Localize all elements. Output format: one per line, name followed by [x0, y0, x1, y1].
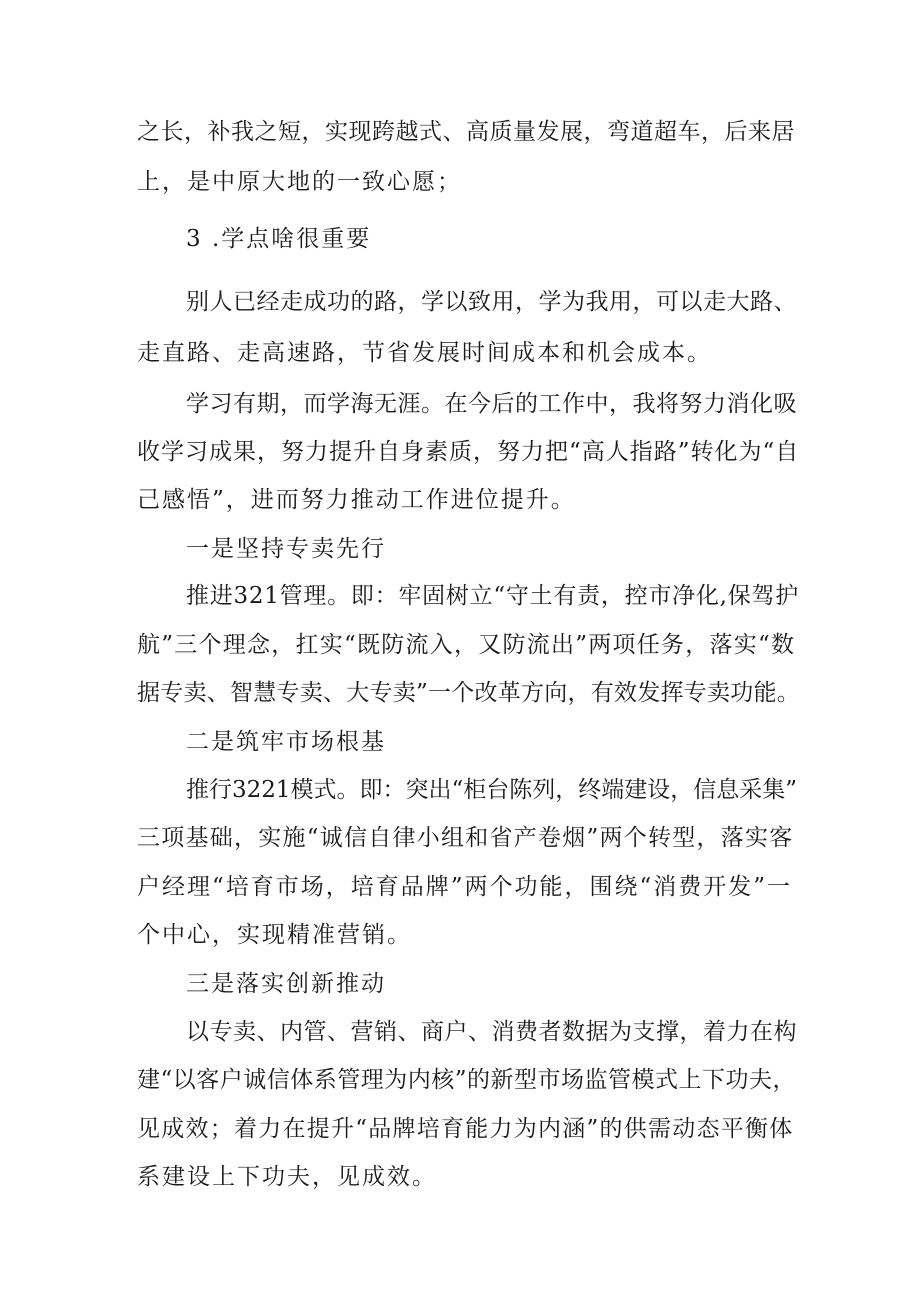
text-line: 上，是中原大地的一致心愿；	[137, 169, 462, 195]
text-line: 己感悟”，进而努力推动工作进位提升。	[137, 487, 576, 513]
text-line: 学习有期，而学海无涯。在今后的工作中，我将努力消化吸	[186, 391, 797, 417]
section-heading: 三是落实创新推动	[186, 971, 386, 997]
text-line: 三项基础，实施“诚信自律小组和省产卷烟”两个转型，落实客	[137, 825, 794, 851]
text-line: 据专卖、智慧专卖、大专卖”一个改革方向，有效发挥专卖功能。	[137, 680, 801, 706]
text-line: 航”三个理念，扛实“既防流入，又防流出”两项任务，落实“数	[137, 632, 796, 658]
text-line: 户经理“培育市场，培育品牌”两个功能，围绕“消费开发”一	[137, 874, 793, 900]
text-line: 建“以客户诚信体系管理为内核”的新型市场监管模式上下功夫，	[137, 1067, 797, 1093]
text-line: 个中心，实现精准营销。	[137, 922, 412, 948]
section-heading: 3 .学点啥很重要	[186, 226, 372, 252]
section-heading: 一是坚持专卖先行	[186, 536, 386, 562]
text-line: 之长，补我之短，实现跨越式、高质量发展，弯道超车，后来居	[137, 119, 795, 145]
text-line: 以专卖、内管、营销、商户、消费者数据为支撑，着力在构	[186, 1019, 797, 1045]
section-heading: 二是筑牢市场根基	[186, 729, 386, 755]
text-line: 推行3221模式。即：突出“柜台陈列，终端建设，信息采集”	[186, 777, 798, 803]
text-line: 推进321管理。即：牢固树立“守土有责，控市净化,保驾护	[186, 583, 799, 609]
text-line: 收学习成果，努力提升自身素质，努力把“高人指路”转化为“自	[137, 439, 800, 465]
text-line: 别人已经走成功的路，学以致用，学为我用，可以走大路、	[186, 289, 797, 315]
text-line: 走直路、走高速路，节省发展时间成本和机会成本。	[137, 340, 712, 366]
text-line: 系建设上下功夫，见成效。	[137, 1164, 437, 1190]
text-line: 见成效；着力在提升“品牌培育能力为内涵”的供需动态平衡体	[137, 1116, 794, 1142]
